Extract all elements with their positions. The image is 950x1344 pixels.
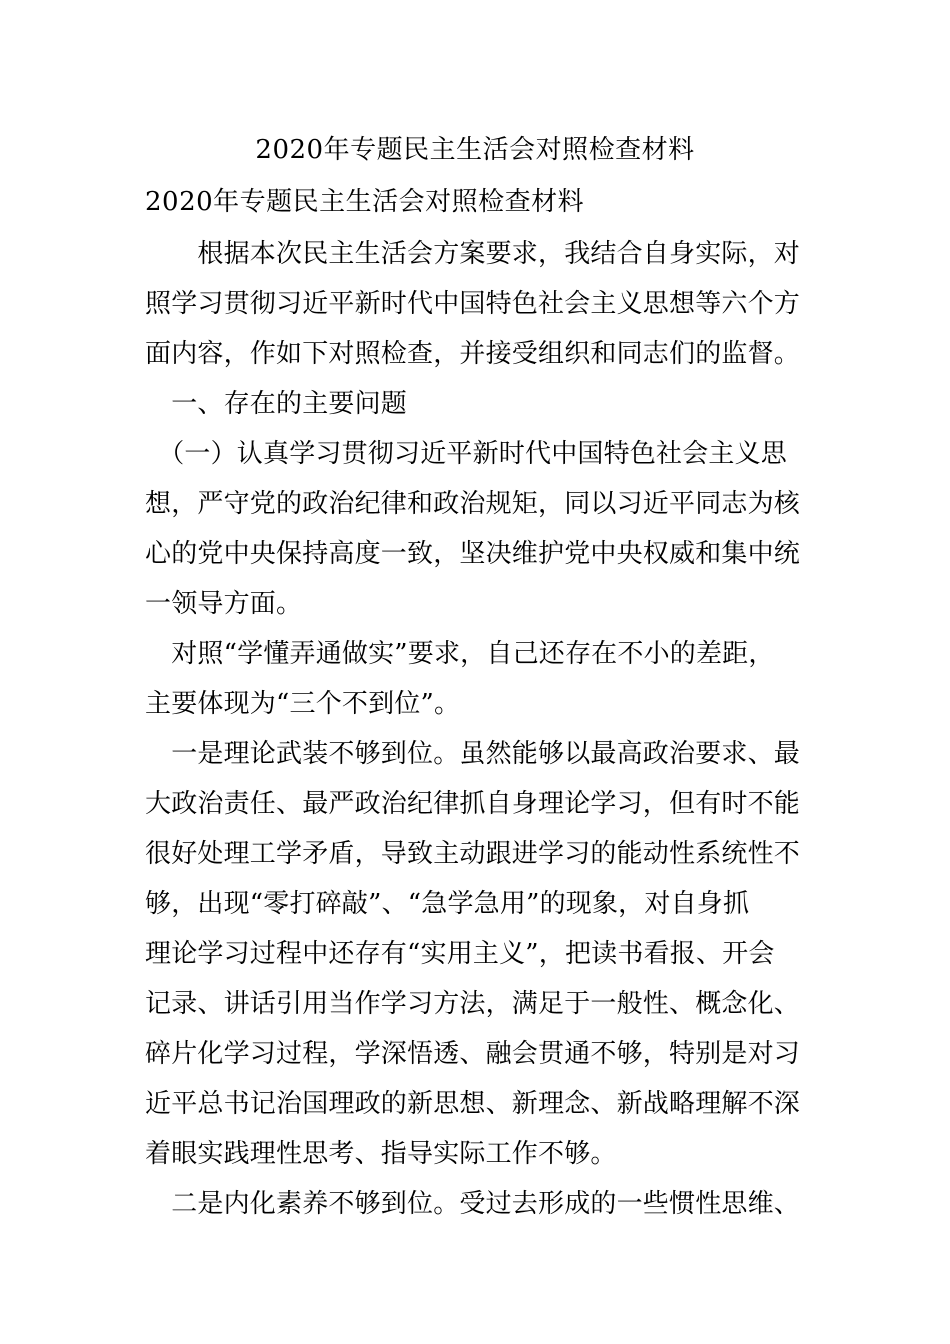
document-subtitle: 2020年专题民主生活会对照检查材料 <box>145 187 585 217</box>
paragraph-line: 够，出现“零打碎敲”、“急学急用”的现象，对自身抓 <box>145 889 750 919</box>
paragraph-line: 一是理论武装不够到位。虽然能够以最高政治要求、最 <box>145 739 801 769</box>
paragraph-line: 主要体现为“三个不到位”。 <box>145 689 461 719</box>
paragraph-line: 一领导方面。 <box>145 589 303 619</box>
paragraph-line: 记录、讲话引用当作学习方法，满足于一般性、概念化、 <box>145 989 801 1019</box>
paragraph-line: 照学习贯彻习近平新时代中国特色社会主义思想等六个方 <box>145 289 801 319</box>
document-title: 2020年专题民主生活会对照检查材料 <box>255 135 695 165</box>
paragraph-line: 面内容，作如下对照检查，并接受组织和同志们的监督。 <box>145 339 801 369</box>
paragraph-line: 对照“学懂弄通做实”要求，自己还存在不小的差距， <box>145 639 775 669</box>
paragraph-line: 大政治责任、最严政治纪律抓自身理论学习，但有时不能 <box>145 789 801 819</box>
section-heading: 一、存在的主要问题 <box>145 389 408 419</box>
paragraph-line: 二是内化素养不够到位。受过去形成的一些惯性思维、 <box>145 1189 801 1219</box>
paragraph-line: 心的党中央保持高度一致，坚决维护党中央权威和集中统 <box>145 539 801 569</box>
paragraph-line: （一）认真学习贯彻习近平新时代中国特色社会主义思 <box>145 439 788 469</box>
paragraph-line: 很好处理工学矛盾，导致主动跟进学习的能动性系统性不 <box>145 839 801 869</box>
paragraph-line: 近平总书记治国理政的新思想、新理念、新战略理解不深 <box>145 1089 801 1119</box>
paragraph-line: 碎片化学习过程，学深悟透、融会贯通不够，特别是对习 <box>145 1039 801 1069</box>
paragraph-line: 想，严守党的政治纪律和政治规矩，同以习近平同志为核 <box>145 489 801 519</box>
paragraph-line: 根据本次民主生活会方案要求，我结合自身实际，对 <box>145 239 801 269</box>
paragraph-line: 着眼实践理性思考、指导实际工作不够。 <box>145 1139 617 1169</box>
paragraph-line: 理论学习过程中还存有“实用主义”，把读书看报、开会 <box>145 939 775 969</box>
